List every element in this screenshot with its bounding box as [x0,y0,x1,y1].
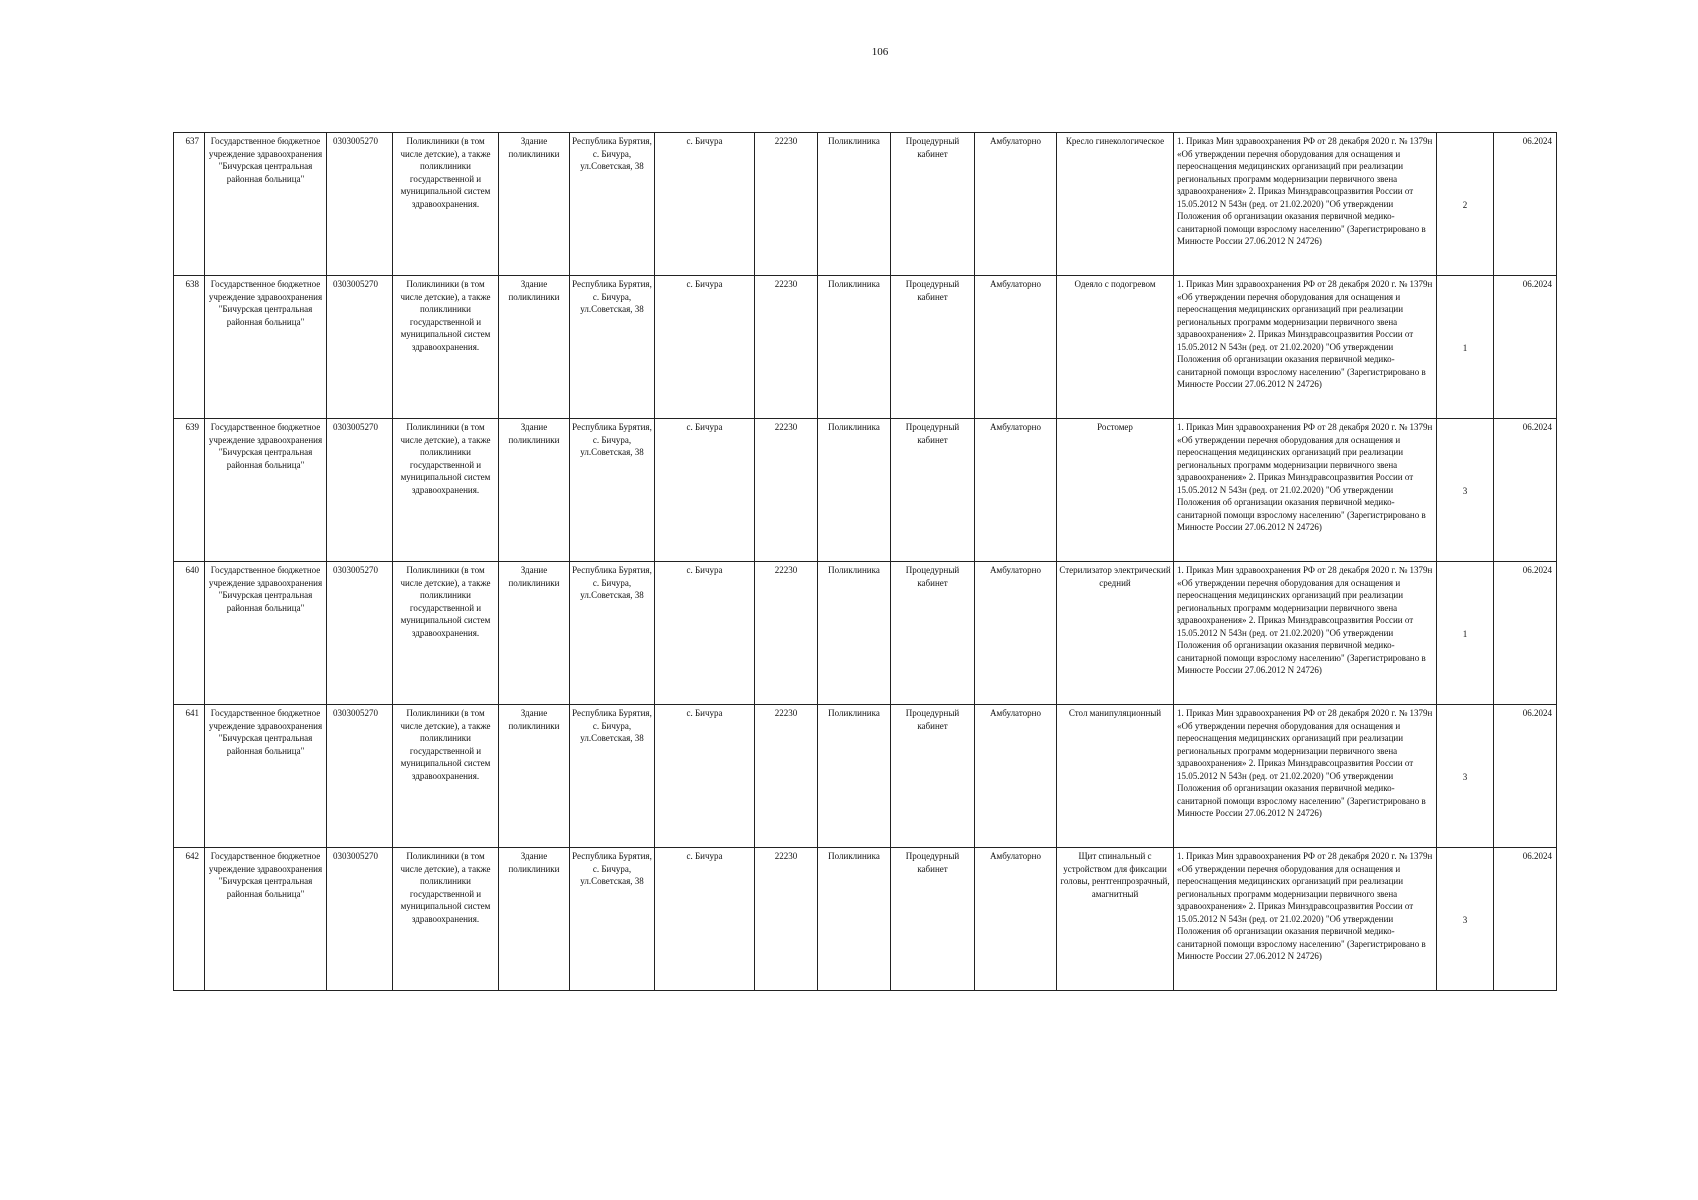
equipment-cell: Одеяло с подогревом [1057,276,1174,419]
unit-type-cell: Поликлиника [818,562,891,705]
room-cell: Процедурный кабинет [891,562,975,705]
inn-cell: 0303005270 [327,133,393,276]
code-cell: 22230 [755,133,818,276]
settlement-cell: с. Бичура [655,848,755,991]
category-cell: Поликлиники (в том числе детские), а также поликлиники государственной и муниципальной систем здравоохранения. [393,419,499,562]
legal-basis-cell: 1. Приказ Мин здравоохранения РФ от 28 декабря 2020 г. № 1379н «Об утверждении перечня оборудования для оснащения и переоснащения медицинских организаций при реализации региональных программ модернизации первичного звена здравоохранения» 2. Приказ Минздравсоцразвития России от 15.05.2012 N 543н (ред. от 21.02.2020) "Об утверждении Положения об организации оказания первичной медико-санитарной помощи взрослому населению" (Зарегистрировано в Минюсте России 27.06.2012 N 24726) [1174,848,1437,991]
unit-type-cell: Поликлиника [818,848,891,991]
table-row [174,133,1557,276]
table-body [174,133,1557,991]
table-row [174,848,1557,991]
unit-type-cell: Поликлиника [818,133,891,276]
building-cell: Здание поликлиники [499,848,570,991]
building-cell: Здание поликлиники [499,562,570,705]
settlement-cell: с. Бичура [655,133,755,276]
equipment-cell: Щит спинальный с устройством для фиксации головы, рентгенпрозрачный, амагнитный [1057,848,1174,991]
row-number: 640 [174,562,205,705]
quantity-cell: 3 [1437,705,1494,848]
code-cell: 22230 [755,419,818,562]
unit-type-cell: Поликлиника [818,705,891,848]
care-form-cell: Амбулаторно [975,133,1057,276]
legal-basis-cell: 1. Приказ Мин здравоохранения РФ от 28 декабря 2020 г. № 1379н «Об утверждении перечня оборудования для оснащения и переоснащения медицинских организаций при реализации региональных программ модернизации первичного звена здравоохранения» 2. Приказ Минздравсоцразвития России от 15.05.2012 N 543н (ред. от 21.02.2020) "Об утверждении Положения об организации оказания первичной медико-санитарной помощи взрослому населению" (Зарегистрировано в Минюсте России 27.06.2012 N 24726) [1174,276,1437,419]
address-cell: Республика Бурятия, с. Бичура, ул.Советская, 38 [570,133,655,276]
quantity-cell: 3 [1437,848,1494,991]
row-number: 638 [174,276,205,419]
organization-cell: Государственное бюджетное учреждение здравоохранения "Бичурская центральная районная больница" [205,705,327,848]
date-cell: 06.2024 [1494,276,1557,419]
equipment-cell: Стерилизатор электрический средний [1057,562,1174,705]
legal-basis-cell: 1. Приказ Мин здравоохранения РФ от 28 декабря 2020 г. № 1379н «Об утверждении перечня оборудования для оснащения и переоснащения медицинских организаций при реализации региональных программ модернизации первичного звена здравоохранения» 2. Приказ Минздравсоцразвития России от 15.05.2012 N 543н (ред. от 21.02.2020) "Об утверждении Положения об организации оказания первичной медико-санитарной помощи взрослому населению" (Зарегистрировано в Минюсте России 27.06.2012 N 24726) [1174,419,1437,562]
organization-cell: Государственное бюджетное учреждение здравоохранения "Бичурская центральная районная больница" [205,133,327,276]
code-cell: 22230 [755,705,818,848]
equipment-cell: Ростомер [1057,419,1174,562]
care-form-cell: Амбулаторно [975,276,1057,419]
code-cell: 22230 [755,848,818,991]
table-row [174,705,1557,848]
room-cell: Процедурный кабинет [891,419,975,562]
row-number: 642 [174,848,205,991]
room-cell: Процедурный кабинет [891,133,975,276]
settlement-cell: с. Бичура [655,276,755,419]
quantity-cell: 1 [1437,276,1494,419]
table-row [174,562,1557,705]
address-cell: Республика Бурятия, с. Бичура, ул.Советская, 38 [570,562,655,705]
inn-cell: 0303005270 [327,848,393,991]
organization-cell: Государственное бюджетное учреждение здравоохранения "Бичурская центральная районная больница" [205,848,327,991]
organization-cell: Государственное бюджетное учреждение здравоохранения "Бичурская центральная районная больница" [205,276,327,419]
address-cell: Республика Бурятия, с. Бичура, ул.Советская, 38 [570,276,655,419]
room-cell: Процедурный кабинет [891,276,975,419]
address-cell: Республика Бурятия, с. Бичура, ул.Советская, 38 [570,705,655,848]
table-row [174,276,1557,419]
legal-basis-cell: 1. Приказ Мин здравоохранения РФ от 28 декабря 2020 г. № 1379н «Об утверждении перечня оборудования для оснащения и переоснащения медицинских организаций при реализации региональных программ модернизации первичного звена здравоохранения» 2. Приказ Минздравсоцразвития России от 15.05.2012 N 543н (ред. от 21.02.2020) "Об утверждении Положения об организации оказания первичной медико-санитарной помощи взрослому населению" (Зарегистрировано в Минюсте России 27.06.2012 N 24726) [1174,133,1437,276]
room-cell: Процедурный кабинет [891,705,975,848]
inn-cell: 0303005270 [327,562,393,705]
building-cell: Здание поликлиники [499,133,570,276]
table-row [174,419,1557,562]
category-cell: Поликлиники (в том числе детские), а также поликлиники государственной и муниципальной систем здравоохранения. [393,848,499,991]
category-cell: Поликлиники (в том числе детские), а также поликлиники государственной и муниципальной систем здравоохранения. [393,562,499,705]
inn-cell: 0303005270 [327,705,393,848]
care-form-cell: Амбулаторно [975,848,1057,991]
page-number: 106 [871,46,889,58]
settlement-cell: с. Бичура [655,562,755,705]
date-cell: 06.2024 [1494,705,1557,848]
settlement-cell: с. Бичура [655,705,755,848]
unit-type-cell: Поликлиника [818,419,891,562]
date-cell: 06.2024 [1494,133,1557,276]
date-cell: 06.2024 [1494,848,1557,991]
settlement-cell: с. Бичура [655,419,755,562]
building-cell: Здание поликлиники [499,705,570,848]
care-form-cell: Амбулаторно [975,562,1057,705]
inn-cell: 0303005270 [327,419,393,562]
legal-basis-cell: 1. Приказ Мин здравоохранения РФ от 28 декабря 2020 г. № 1379н «Об утверждении перечня оборудования для оснащения и переоснащения медицинских организаций при реализации региональных программ модернизации первичного звена здравоохранения» 2. Приказ Минздравсоцразвития России от 15.05.2012 N 543н (ред. от 21.02.2020) "Об утверждении Положения об организации оказания первичной медико-санитарной помощи взрослому населению" (Зарегистрировано в Минюсте России 27.06.2012 N 24726) [1174,562,1437,705]
category-cell: Поликлиники (в том числе детские), а также поликлиники государственной и муниципальной систем здравоохранения. [393,276,499,419]
quantity-cell: 1 [1437,562,1494,705]
building-cell: Здание поликлиники [499,276,570,419]
code-cell: 22230 [755,562,818,705]
address-cell: Республика Бурятия, с. Бичура, ул.Советская, 38 [570,848,655,991]
row-number: 637 [174,133,205,276]
organization-cell: Государственное бюджетное учреждение здравоохранения "Бичурская центральная районная больница" [205,562,327,705]
date-cell: 06.2024 [1494,419,1557,562]
organization-cell: Государственное бюджетное учреждение здравоохранения "Бичурская центральная районная больница" [205,419,327,562]
category-cell: Поликлиники (в том числе детские), а также поликлиники государственной и муниципальной систем здравоохранения. [393,705,499,848]
care-form-cell: Амбулаторно [975,705,1057,848]
unit-type-cell: Поликлиника [818,276,891,419]
quantity-cell: 2 [1437,133,1494,276]
date-cell: 06.2024 [1494,562,1557,705]
category-cell: Поликлиники (в том числе детские), а также поликлиники государственной и муниципальной систем здравоохранения. [393,133,499,276]
room-cell: Процедурный кабинет [891,848,975,991]
row-number: 641 [174,705,205,848]
address-cell: Республика Бурятия, с. Бичура, ул.Советская, 38 [570,419,655,562]
code-cell: 22230 [755,276,818,419]
quantity-cell: 3 [1437,419,1494,562]
building-cell: Здание поликлиники [499,419,570,562]
equipment-cell: Кресло гинекологическое [1057,133,1174,276]
equipment-registry-table [173,132,1557,991]
legal-basis-cell: 1. Приказ Мин здравоохранения РФ от 28 декабря 2020 г. № 1379н «Об утверждении перечня оборудования для оснащения и переоснащения медицинских организаций при реализации региональных программ модернизации первичного звена здравоохранения» 2. Приказ Минздравсоцразвития России от 15.05.2012 N 543н (ред. от 21.02.2020) "Об утверждении Положения об организации оказания первичной медико-санитарной помощи взрослому населению" (Зарегистрировано в Минюсте России 27.06.2012 N 24726) [1174,705,1437,848]
inn-cell: 0303005270 [327,276,393,419]
care-form-cell: Амбулаторно [975,419,1057,562]
row-number: 639 [174,419,205,562]
equipment-cell: Стол манипуляционный [1057,705,1174,848]
